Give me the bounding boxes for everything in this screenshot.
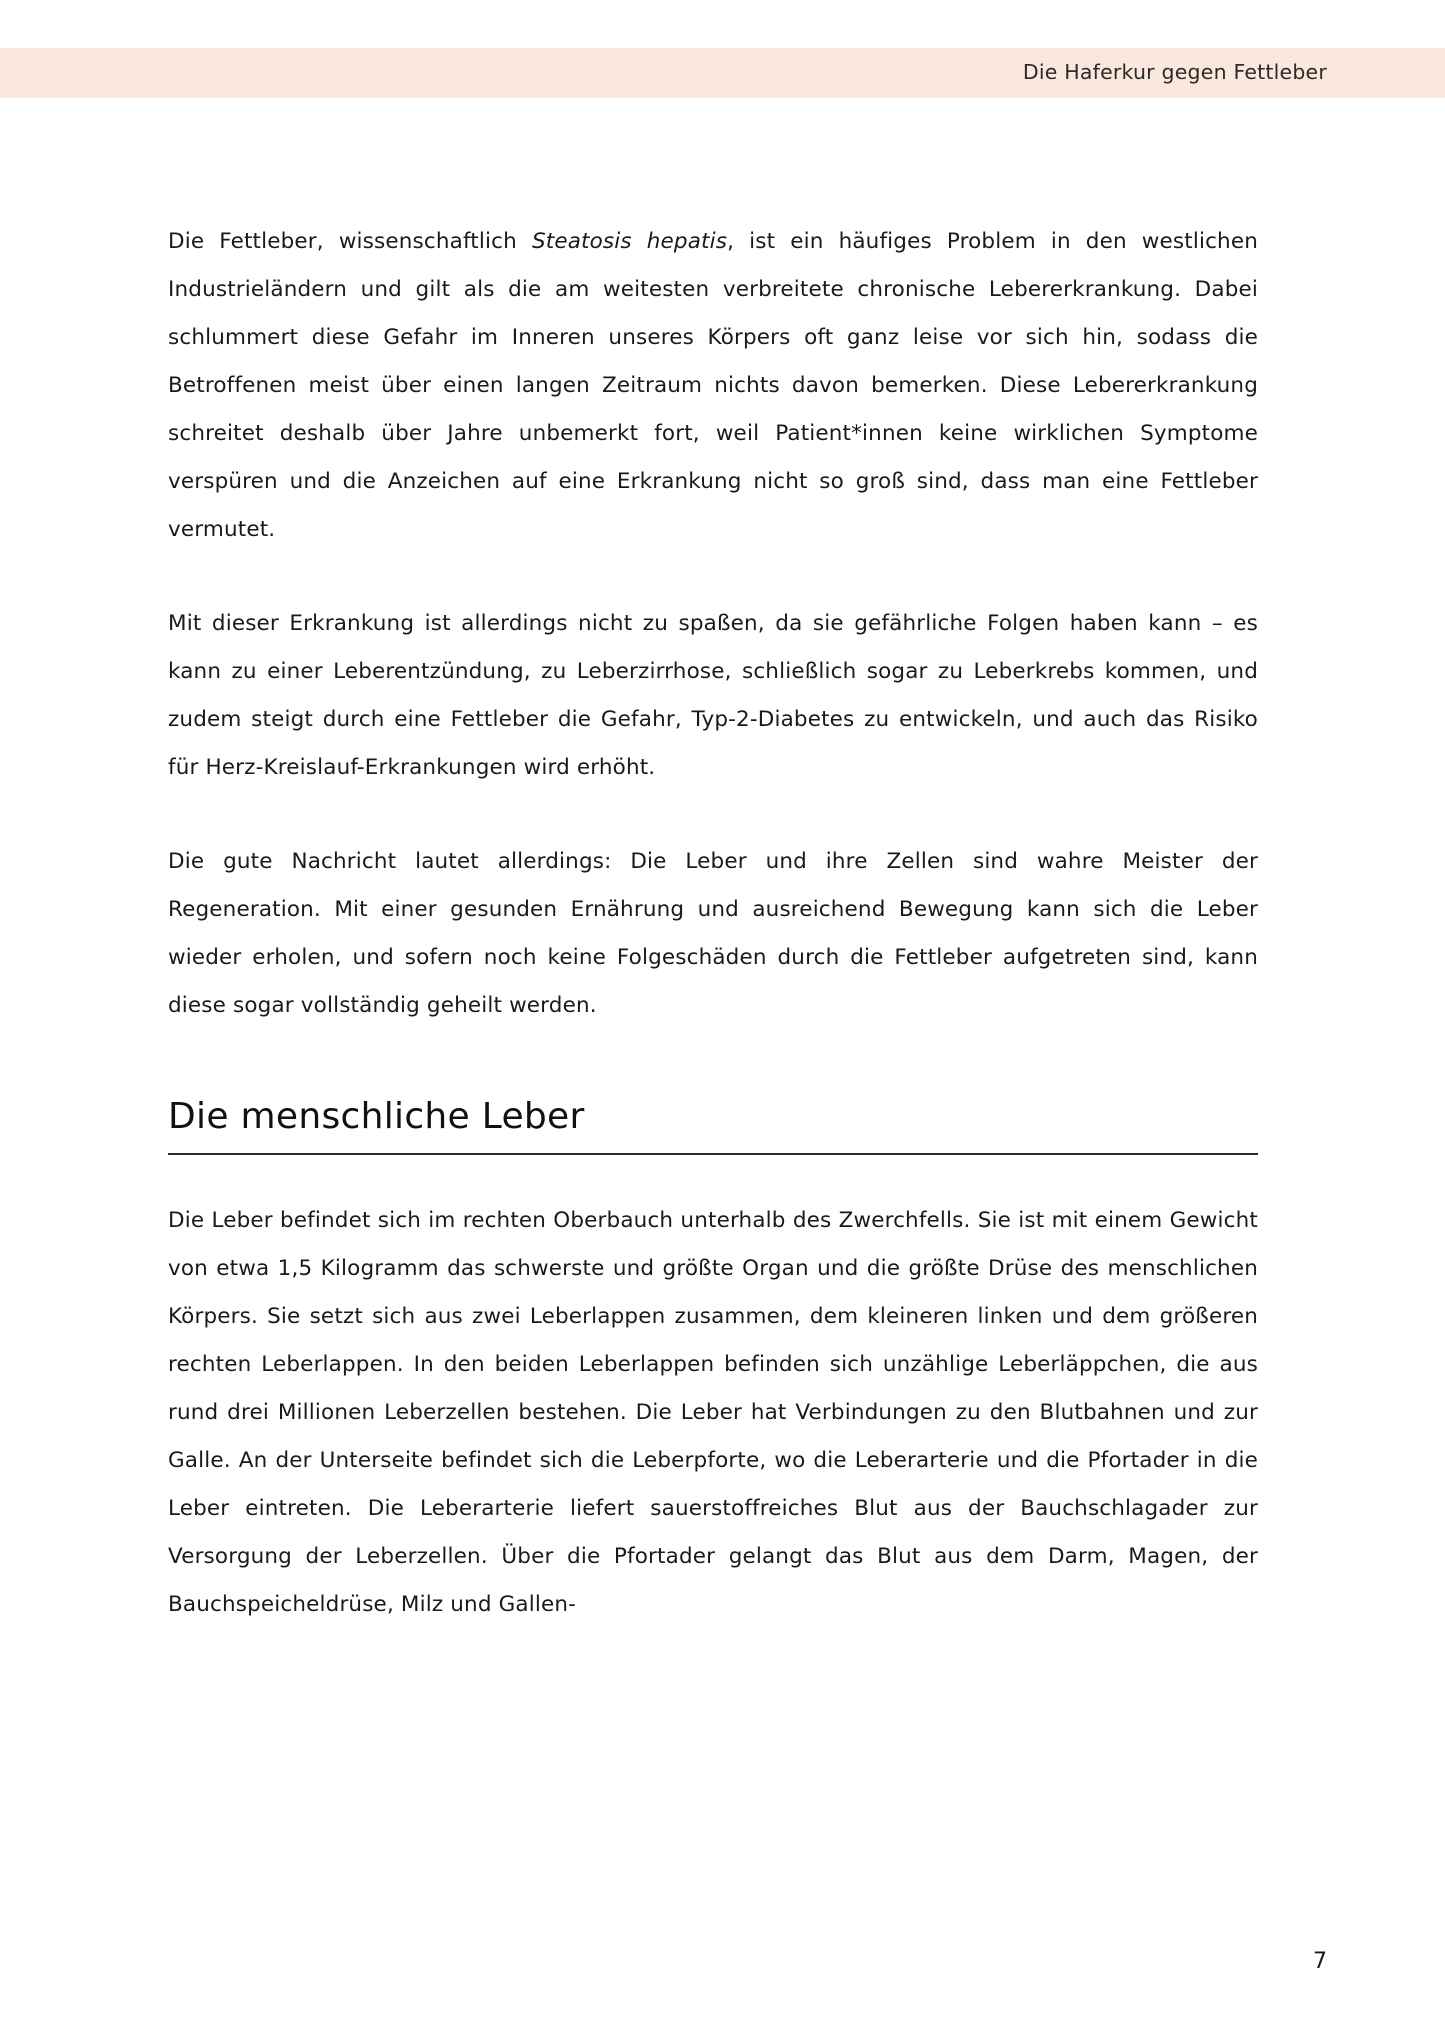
paragraph-risks: Mit dieser Erkrankung ist allerdings nicht zu spaßen, da sie gefährliche Folgen haben kann – es kann zu einer Leberentzündung, zu Leberzirrhose, schließlich sogar zu Leberkrebs kommen, und zudem steigt durch eine Fettleber die Gefahr, Typ-2-Diabetes zu entwickeln, und auch das Risiko für Herz-Kreislauf-Erkrankungen wird erhöht.: [168, 611, 1258, 780]
section-human-liver: [168, 1096, 1258, 1629]
section-divider: [168, 1153, 1258, 1155]
text-column: [168, 218, 1258, 1629]
paragraph-intro-rest: , ist ein häufiges Problem in den westlichen Industrieländern und gilt als die am weitesten verbreitete chronische Lebererkrankung. Dabei schlummert diese Gefahr im Inneren unseres Körpers oft ganz leise vor sich hin, sodass die Betroffenen meist über einen langen Zeitraum nichts davon bemerken. Diese Lebererkrankung schreitet deshalb über Jahre unbemerkt fort, weil Patient*innen keine wirklichen Symptome verspüren und die Anzeichen auf eine Erkrankung nicht so groß sind, dass man eine Fettleber vermutet.: [168, 229, 1258, 542]
running-header-title: Die Haferkur gegen Fettleber: [1022, 60, 1327, 84]
paragraph-goodnews: Die gute Nachricht lautet allerdings: Die Leber und ihre Zellen sind wahre Meister der Regeneration. Mit einer gesunden Ernährung und ausreichend Bewegung kann sich die Leber wieder erholen, und sofern noch keine Folgeschäden durch die Fettleber aufgetreten sind, kann diese sogar vollständig geheilt werden.: [168, 849, 1258, 1018]
section-heading: Die menschliche Leber: [168, 1096, 585, 1137]
paragraph-intro-lead: Die Fettleber, wissenschaftlich: [168, 229, 532, 254]
latin-term: Steatosis hepatis: [531, 229, 728, 254]
paragraph-intro: [168, 218, 1258, 554]
paragraph-liver-anatomy: Die Leber befindet sich im rechten Oberbauch unterhalb des Zwerchfells. Sie ist mit einem Gewicht von etwa 1,5 Kilogramm das schwerste und größte Organ und die größte Drüse des menschlichen Körpers. Sie setzt sich aus zwei Leberlappen zusammen, dem kleineren linken und dem größeren rechten Leberlappen. In den beiden Leberlappen befinden sich unzählige Leberläppchen, die aus rund drei Millionen Leberzellen bestehen. Die Leber hat Verbindungen zu den Blutbahnen und zur Galle. An der Unterseite befindet sich die Leberpforte, wo die Leberarterie und die Pfortader in die Leber eintreten. Die Leberarterie liefert sauerstoffreiches Blut aus der Bauchschlagader zur Versorgung der Leberzellen. Über die Pfortader gelangt das Blut aus dem Darm, Magen, der Bauchspeicheldrüse, Milz und Gallen-: [168, 1208, 1258, 1617]
page-number: 7: [1313, 1949, 1327, 1974]
